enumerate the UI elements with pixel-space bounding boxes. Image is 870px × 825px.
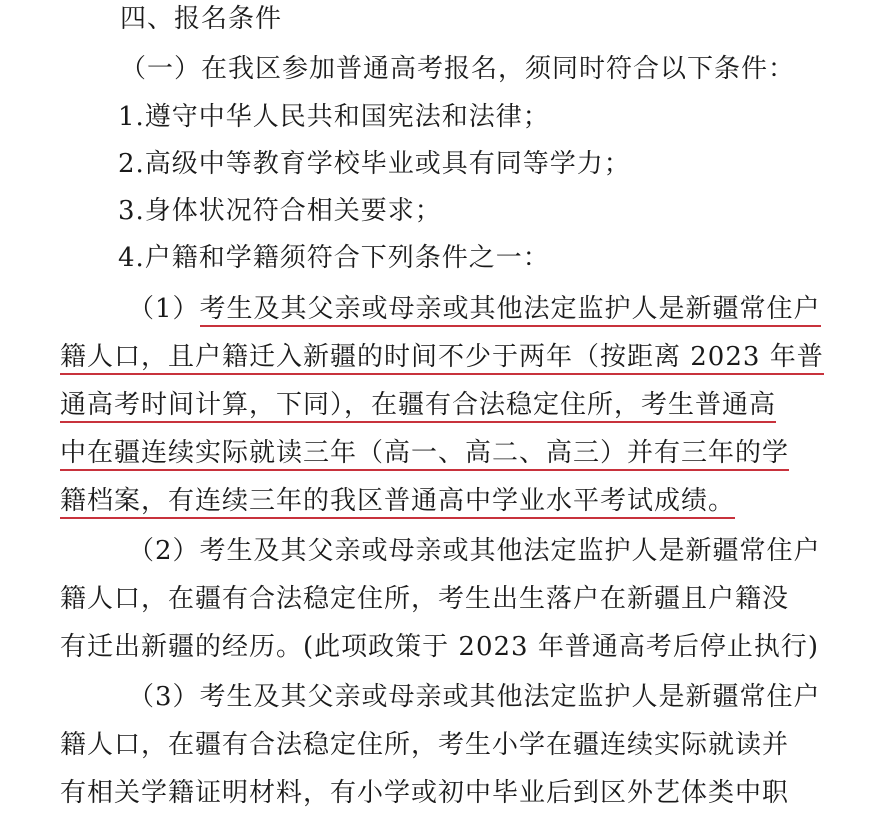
requirement-item-3: 3.身体状况符合相关要求； — [118, 196, 442, 226]
condition-3-line-3: 有相关学籍证明材料，有小学或初中毕业后到区外艺体类中职 — [60, 778, 790, 808]
requirement-item-4: 4.户籍和学籍须符合下列条件之一： — [118, 243, 550, 273]
condition-1-line-5 — [60, 484, 735, 518]
intro-paragraph: （一）在我区参加普通高考报名，须同时符合以下条件： — [120, 54, 796, 84]
condition-1-text: 籍档案，有连续三年的我区普通高中学业水平考试成绩。 — [60, 486, 735, 519]
condition-1-text: 籍人口，且户籍迁入新疆的时间不少于两年（按距离 2023 年普 — [60, 342, 824, 375]
condition-1-line-4 — [60, 436, 789, 470]
condition-1-line-3 — [60, 388, 776, 422]
condition-1-line-2 — [60, 340, 824, 374]
condition-1-text: 考生及其父亲或母亲或其他法定监护人是新疆常住户 — [200, 294, 821, 327]
condition-1-prefix: （1） — [128, 294, 200, 324]
condition-3-line-1: （3）考生及其父亲或母亲或其他法定监护人是新疆常住户 — [128, 682, 821, 712]
condition-2-line-2: 籍人口，在疆有合法稳定住所，考生出生落户在新疆且户籍没 — [60, 584, 790, 614]
condition-1-text: 通高考时间计算，下同），在疆有合法稳定住所，考生普通高 — [60, 390, 776, 423]
condition-1-first-line — [128, 292, 821, 326]
requirement-item-1: 1.遵守中华人民共和国宪法和法律； — [118, 102, 550, 132]
condition-3-line-2: 籍人口，在疆有合法稳定住所，考生小学在疆连续实际就读并 — [60, 730, 790, 760]
section-heading: 四、报名条件 — [120, 4, 283, 34]
condition-2-line-3: 有迁出新疆的经历。(此项政策于 2023 年普通高考后停止执行) — [60, 632, 819, 662]
requirement-item-2: 2.高级中等教育学校毕业或具有同等学力； — [118, 149, 631, 179]
condition-2-line-1: （2）考生及其父亲或母亲或其他法定监护人是新疆常住户 — [128, 536, 821, 566]
condition-1-text: 中在疆连续实际就读三年（高一、高二、高三）并有三年的学 — [60, 438, 789, 471]
